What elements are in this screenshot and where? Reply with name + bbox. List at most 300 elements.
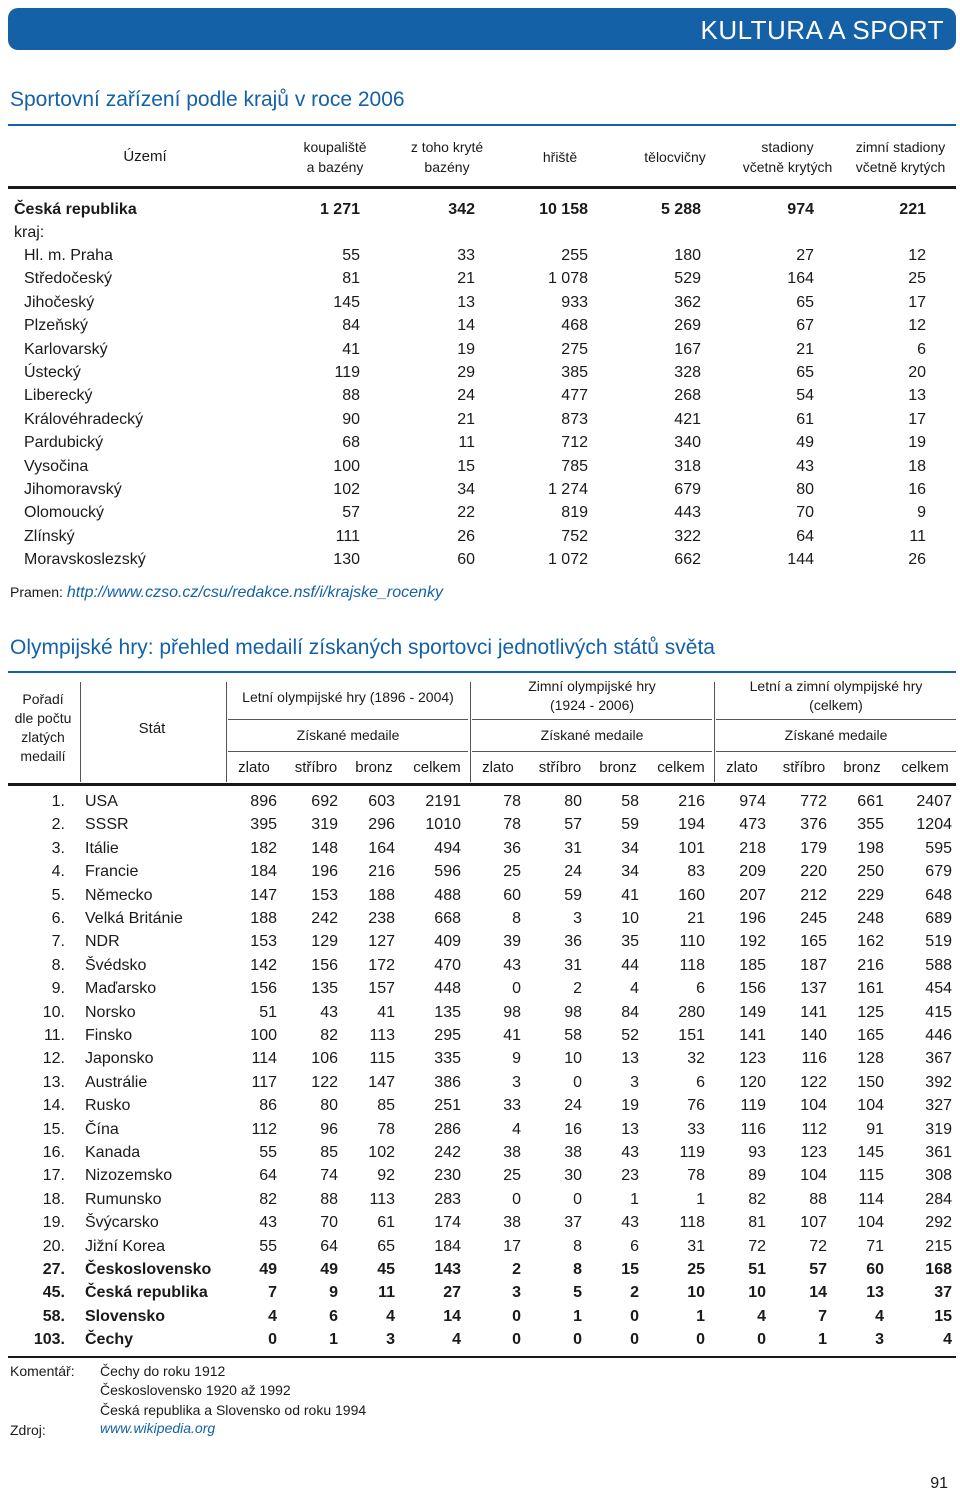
cell: 3: [573, 910, 582, 927]
cell: 15: [934, 1307, 952, 1325]
cell: 8: [573, 1261, 582, 1278]
cell: 0: [512, 1190, 521, 1208]
row-name: Jihomoravský: [24, 481, 122, 498]
country-name: Norsko: [85, 1003, 136, 1021]
cell: 41: [377, 1003, 395, 1021]
cell: 3: [386, 1331, 395, 1349]
country-name: Slovensko: [85, 1307, 166, 1325]
cell: 17: [908, 293, 926, 311]
cell: 160: [678, 886, 705, 904]
comment-label: Komentář:: [10, 1363, 75, 1379]
cell: 24: [457, 387, 475, 405]
cell: 13: [457, 293, 475, 311]
cell: 55: [259, 1144, 277, 1161]
divider: [8, 124, 956, 126]
cell: 0: [696, 1331, 705, 1349]
cell: 1: [573, 1307, 582, 1325]
row-name: Moravskoslezský: [24, 551, 146, 569]
cell: 661: [857, 793, 884, 810]
cell: 488: [434, 886, 461, 904]
header-rank: [8, 690, 78, 766]
cell: 34: [621, 863, 639, 881]
medal-col-header: bronz: [599, 759, 637, 776]
header-rule: [8, 783, 956, 786]
cell: 0: [757, 1331, 766, 1349]
cell: 319: [311, 816, 338, 834]
cell: 100: [333, 457, 360, 475]
rank: 6.: [51, 910, 65, 927]
rank: 2.: [51, 816, 65, 834]
rank: 17.: [42, 1167, 65, 1185]
cell: 140: [800, 1027, 827, 1044]
cell: 376: [800, 816, 827, 834]
cell: 192: [739, 933, 766, 951]
cell: 161: [857, 980, 884, 998]
cell: 82: [748, 1190, 766, 1208]
comment-line: Československo 1920 až 1992: [100, 1382, 291, 1398]
cell: 118: [679, 956, 705, 974]
cell: 1204: [916, 816, 952, 834]
cell: 31: [564, 956, 582, 974]
cell: 27: [796, 247, 814, 264]
source-link[interactable]: www.wikipedia.org: [100, 1420, 216, 1436]
country-name: Švýcarsko: [85, 1214, 159, 1232]
table-row: [0, 1144, 960, 1167]
cell: 80: [320, 1097, 338, 1115]
cell: 145: [857, 1144, 884, 1161]
header-summer: Letní olympijské hry (1896 - 2004): [242, 689, 454, 705]
country-name: Rusko: [85, 1097, 131, 1115]
cell: 327: [925, 1097, 952, 1115]
header-line: Zimní olympijské hry: [528, 678, 656, 694]
cell: 0: [512, 1307, 521, 1325]
country-name: Kanada: [85, 1144, 141, 1161]
row-name: Karlovarský: [24, 340, 108, 358]
cell: 196: [311, 863, 338, 881]
cell: 187: [800, 956, 827, 974]
cell: 85: [320, 1144, 338, 1161]
cell: 207: [739, 886, 766, 904]
table-row: [0, 980, 960, 1003]
cell: 295: [434, 1027, 461, 1044]
rank: 58.: [42, 1307, 65, 1325]
rank: 20.: [42, 1237, 65, 1255]
cell: 116: [801, 1050, 827, 1068]
cell: 286: [434, 1120, 461, 1138]
cell: 409: [434, 933, 461, 951]
table-row: [0, 317, 960, 340]
cell: 85: [377, 1097, 395, 1115]
rank: 3.: [51, 839, 65, 857]
cell: 115: [858, 1167, 884, 1185]
cell: 14: [809, 1284, 827, 1302]
cell: 3: [630, 1073, 639, 1091]
cell: 37: [934, 1284, 952, 1302]
country-name: USA: [85, 793, 118, 810]
cell: 43: [796, 457, 814, 475]
cell: 355: [857, 816, 884, 834]
divider: [716, 719, 956, 720]
cell: 229: [857, 886, 884, 904]
cell: 83: [687, 863, 705, 881]
divider: [80, 682, 81, 782]
cell: 603: [368, 793, 395, 810]
cell: 36: [564, 933, 582, 951]
cell: 59: [621, 816, 639, 834]
country-name: Čína: [85, 1120, 119, 1138]
cell: 446: [925, 1027, 952, 1044]
cell: 5: [573, 1284, 582, 1302]
cell: 362: [674, 293, 701, 311]
cell: 216: [678, 793, 705, 810]
cell: 164: [368, 839, 395, 857]
cell: 104: [857, 1097, 884, 1115]
cell: 150: [857, 1073, 884, 1091]
cell: 43: [621, 1144, 639, 1161]
country-name: Francie: [85, 863, 139, 881]
cell: 15: [621, 1261, 639, 1278]
header-winter: [472, 677, 712, 715]
cell: 33: [687, 1120, 705, 1138]
cell: 114: [251, 1050, 277, 1068]
cell: 230: [434, 1167, 461, 1185]
cell: 0: [573, 1331, 582, 1349]
cell: 167: [674, 340, 701, 358]
source-line: [10, 584, 443, 602]
cell: 772: [800, 793, 827, 810]
rank: 8.: [51, 956, 65, 974]
cell: 119: [679, 1144, 705, 1161]
cell: 64: [320, 1237, 338, 1255]
cell: 31: [564, 839, 582, 857]
header-fields: hřiště: [542, 149, 578, 165]
cell: 137: [800, 980, 827, 998]
cell: 10 158: [539, 201, 588, 218]
cell: 0: [512, 1331, 521, 1349]
cell: 209: [739, 863, 766, 881]
cell: 107: [800, 1214, 827, 1232]
cell: 113: [369, 1027, 395, 1044]
cell: 16: [908, 481, 926, 498]
cell: 129: [311, 933, 338, 951]
cell: 43: [259, 1214, 277, 1232]
cell: 385: [561, 364, 588, 381]
country-name: Japonsko: [85, 1050, 154, 1068]
cell: 198: [857, 839, 884, 857]
cell: 33: [457, 247, 475, 264]
cell: 43: [503, 956, 521, 974]
cell: 194: [678, 816, 705, 834]
cell: 10: [621, 910, 639, 927]
table-row: [0, 1284, 960, 1307]
country-name: Nizozemsko: [85, 1167, 173, 1185]
row-name: Olomoucký: [24, 504, 105, 522]
cell: 10: [564, 1050, 582, 1068]
cell: 284: [925, 1190, 952, 1208]
cell: 153: [250, 933, 277, 951]
cell: 51: [748, 1261, 766, 1278]
table-row: [0, 247, 960, 270]
rank: 11.: [43, 1027, 65, 1044]
cell: 72: [748, 1237, 766, 1255]
cell: 785: [561, 457, 588, 475]
comment-line: Česká republika a Slovensko od roku 1994: [100, 1402, 367, 1418]
cell: 679: [925, 863, 952, 881]
cell: 182: [250, 839, 277, 857]
table-row: [0, 387, 960, 410]
cell: 268: [674, 387, 701, 405]
cell: 51: [259, 1003, 277, 1021]
header-covered: [392, 137, 502, 177]
cell: 45: [377, 1261, 395, 1278]
cell: 130: [333, 551, 360, 569]
country-name: Maďarsko: [85, 980, 157, 998]
cell: 238: [368, 910, 395, 927]
cell: 873: [561, 410, 588, 428]
cell: 44: [621, 956, 639, 974]
cell: 93: [748, 1144, 766, 1161]
table-row: [0, 957, 960, 980]
cell: 81: [342, 270, 360, 288]
cell: 215: [925, 1237, 952, 1255]
table-row: [0, 458, 960, 481]
header-winter: [843, 137, 958, 177]
cell: 72: [809, 1237, 827, 1255]
cell: 319: [925, 1120, 952, 1138]
country-name: Austrálie: [85, 1073, 148, 1091]
source-label: Pramen:: [10, 584, 63, 600]
cell: 4: [512, 1120, 521, 1138]
cell: 21: [457, 410, 475, 428]
cell: 58: [564, 1027, 582, 1044]
cell: 149: [739, 1003, 766, 1021]
table-row: [0, 910, 960, 933]
country-name: Finsko: [85, 1027, 133, 1044]
cell: 156: [250, 980, 277, 998]
cell: 119: [740, 1097, 766, 1115]
cell: 26: [908, 551, 926, 569]
cell: 58: [621, 793, 639, 810]
header-pools: [280, 137, 390, 177]
cell: 386: [434, 1073, 461, 1091]
cell: 250: [857, 863, 884, 881]
cell: 648: [925, 886, 952, 904]
divider: [226, 682, 227, 782]
cell: 6: [329, 1307, 338, 1325]
cell: 752: [561, 527, 588, 545]
cell: 529: [674, 270, 701, 288]
cell: 1: [630, 1190, 639, 1208]
cell: 164: [787, 270, 814, 288]
cell: 21: [796, 340, 814, 358]
cell: 421: [674, 410, 701, 428]
cell: 2: [573, 980, 582, 998]
cell: 90: [342, 410, 360, 428]
cell: 933: [561, 293, 588, 311]
cell: 57: [342, 504, 360, 522]
cell: 4: [943, 1331, 952, 1349]
table-row: [0, 840, 960, 863]
cell: 342: [448, 201, 475, 218]
cell: 172: [368, 956, 395, 974]
cell: 104: [857, 1214, 884, 1232]
medal-col-header: bronz: [843, 759, 881, 776]
cell: 218: [739, 839, 766, 857]
cell: 0: [573, 1073, 582, 1091]
cell: 392: [925, 1073, 952, 1091]
header-line: včetně krytých: [855, 159, 946, 175]
country-name: NDR: [85, 933, 120, 951]
row-name: Ústecký: [24, 364, 81, 381]
cell: 91: [866, 1120, 884, 1138]
cell: 122: [311, 1073, 338, 1091]
cell: 102: [368, 1144, 395, 1161]
table-row: [0, 1308, 960, 1331]
cell: 2: [630, 1284, 639, 1302]
cell: 13: [908, 387, 926, 405]
cell: 55: [259, 1237, 277, 1255]
cell: 212: [800, 886, 827, 904]
cell: 519: [925, 933, 952, 951]
row-name: Plzeňský: [24, 317, 89, 335]
header-medals: Získané medaile: [540, 727, 644, 743]
rank: 7.: [51, 933, 65, 951]
rank: 4.: [51, 863, 65, 881]
cell: 123: [739, 1050, 766, 1068]
country-name: Československo: [85, 1261, 212, 1278]
cell: 168: [925, 1261, 952, 1278]
rank: 27.: [42, 1261, 65, 1278]
cell: 23: [621, 1167, 639, 1185]
cell: 70: [320, 1214, 338, 1232]
cell: 2191: [425, 793, 461, 810]
table-row: [0, 434, 960, 457]
cell: 477: [561, 387, 588, 405]
header-territory: Území: [123, 148, 167, 165]
cell: 157: [368, 980, 395, 998]
cell: 102: [333, 481, 360, 498]
cell: 98: [503, 1003, 521, 1021]
header-line: z toho kryté: [410, 139, 484, 155]
cell: 34: [457, 481, 475, 498]
rank: 10.: [42, 1003, 65, 1021]
medal-col-header: zlato: [482, 759, 514, 776]
cell: 35: [621, 933, 639, 951]
cell: 1: [696, 1307, 705, 1325]
cell: 322: [674, 527, 701, 545]
country-name: Česká republika: [85, 1284, 208, 1302]
cell: 10: [748, 1284, 766, 1302]
cell: 81: [748, 1214, 766, 1232]
row-name: Pardubický: [24, 434, 104, 452]
cell: 125: [857, 1003, 884, 1021]
table-row: [0, 364, 960, 387]
cell: 245: [800, 910, 827, 927]
cell: 367: [925, 1050, 952, 1068]
table-row: [0, 1004, 960, 1027]
cell: 255: [561, 247, 588, 264]
cell: 101: [678, 839, 705, 857]
cell: 112: [251, 1120, 277, 1138]
cell: 0: [630, 1331, 639, 1349]
cell: 153: [311, 886, 338, 904]
cell: 179: [800, 839, 827, 857]
row-name: Hl. m. Praha: [24, 247, 113, 264]
cell: 328: [674, 364, 701, 381]
cell: 38: [503, 1144, 521, 1161]
table-row: [0, 1074, 960, 1097]
header-line: medailí: [20, 748, 66, 764]
divider: [472, 751, 712, 752]
cell: 19: [908, 434, 926, 452]
cell: 82: [320, 1027, 338, 1044]
cell: 395: [250, 816, 277, 834]
cell: 819: [561, 504, 588, 522]
cell: 16: [564, 1120, 582, 1138]
cell: 43: [621, 1214, 639, 1232]
cell: 96: [320, 1120, 338, 1138]
cell: 36: [503, 839, 521, 857]
table-row: [0, 528, 960, 551]
source-link[interactable]: http://www.czso.cz/csu/redakce.nsf/i/krajske_rocenky: [66, 584, 443, 601]
cell: 1010: [425, 816, 461, 834]
header-line: (celkem): [809, 697, 863, 713]
cell: 184: [250, 863, 277, 881]
rank: 1.: [51, 793, 65, 810]
cell: 60: [503, 886, 521, 904]
country-name: Rumunsko: [85, 1190, 162, 1208]
cell: 1 078: [547, 270, 588, 288]
table-row: [0, 1167, 960, 1190]
cell: 280: [678, 1003, 705, 1021]
cell: 43: [320, 1003, 338, 1021]
rank: 103.: [33, 1331, 65, 1349]
country-name: Německo: [85, 886, 153, 904]
cell: 11: [909, 527, 926, 545]
cell: 595: [925, 839, 952, 857]
cell: 0: [573, 1190, 582, 1208]
table-row: [0, 1121, 960, 1144]
cell: 9: [917, 504, 926, 522]
cell: 59: [564, 886, 582, 904]
cell: 6: [696, 1073, 705, 1091]
cell: 8: [573, 1237, 582, 1255]
cell: 119: [334, 364, 360, 381]
header-gyms: tělocvičny: [644, 149, 706, 165]
medal-col-header: celkem: [901, 759, 949, 776]
cell: 3: [512, 1073, 521, 1091]
cell: 78: [503, 816, 521, 834]
cell: 7: [268, 1284, 277, 1302]
cell: 662: [674, 551, 701, 569]
row-name: Vysočina: [24, 457, 89, 475]
table-row: [0, 863, 960, 886]
cell: 596: [434, 863, 461, 881]
table-row: [0, 551, 960, 574]
cell: 24: [564, 1097, 582, 1115]
cell: 37: [564, 1214, 582, 1232]
header-both: [716, 677, 956, 715]
cell: 974: [787, 201, 814, 218]
table-row: [0, 793, 960, 816]
medal-col-header: stříbro: [294, 759, 338, 776]
cell: 88: [809, 1190, 827, 1208]
cell: 64: [796, 527, 814, 545]
cell: 11: [378, 1284, 395, 1302]
header-medals: Získané medaile: [296, 727, 400, 743]
cell: 49: [320, 1261, 338, 1278]
cell: 9: [329, 1284, 338, 1302]
